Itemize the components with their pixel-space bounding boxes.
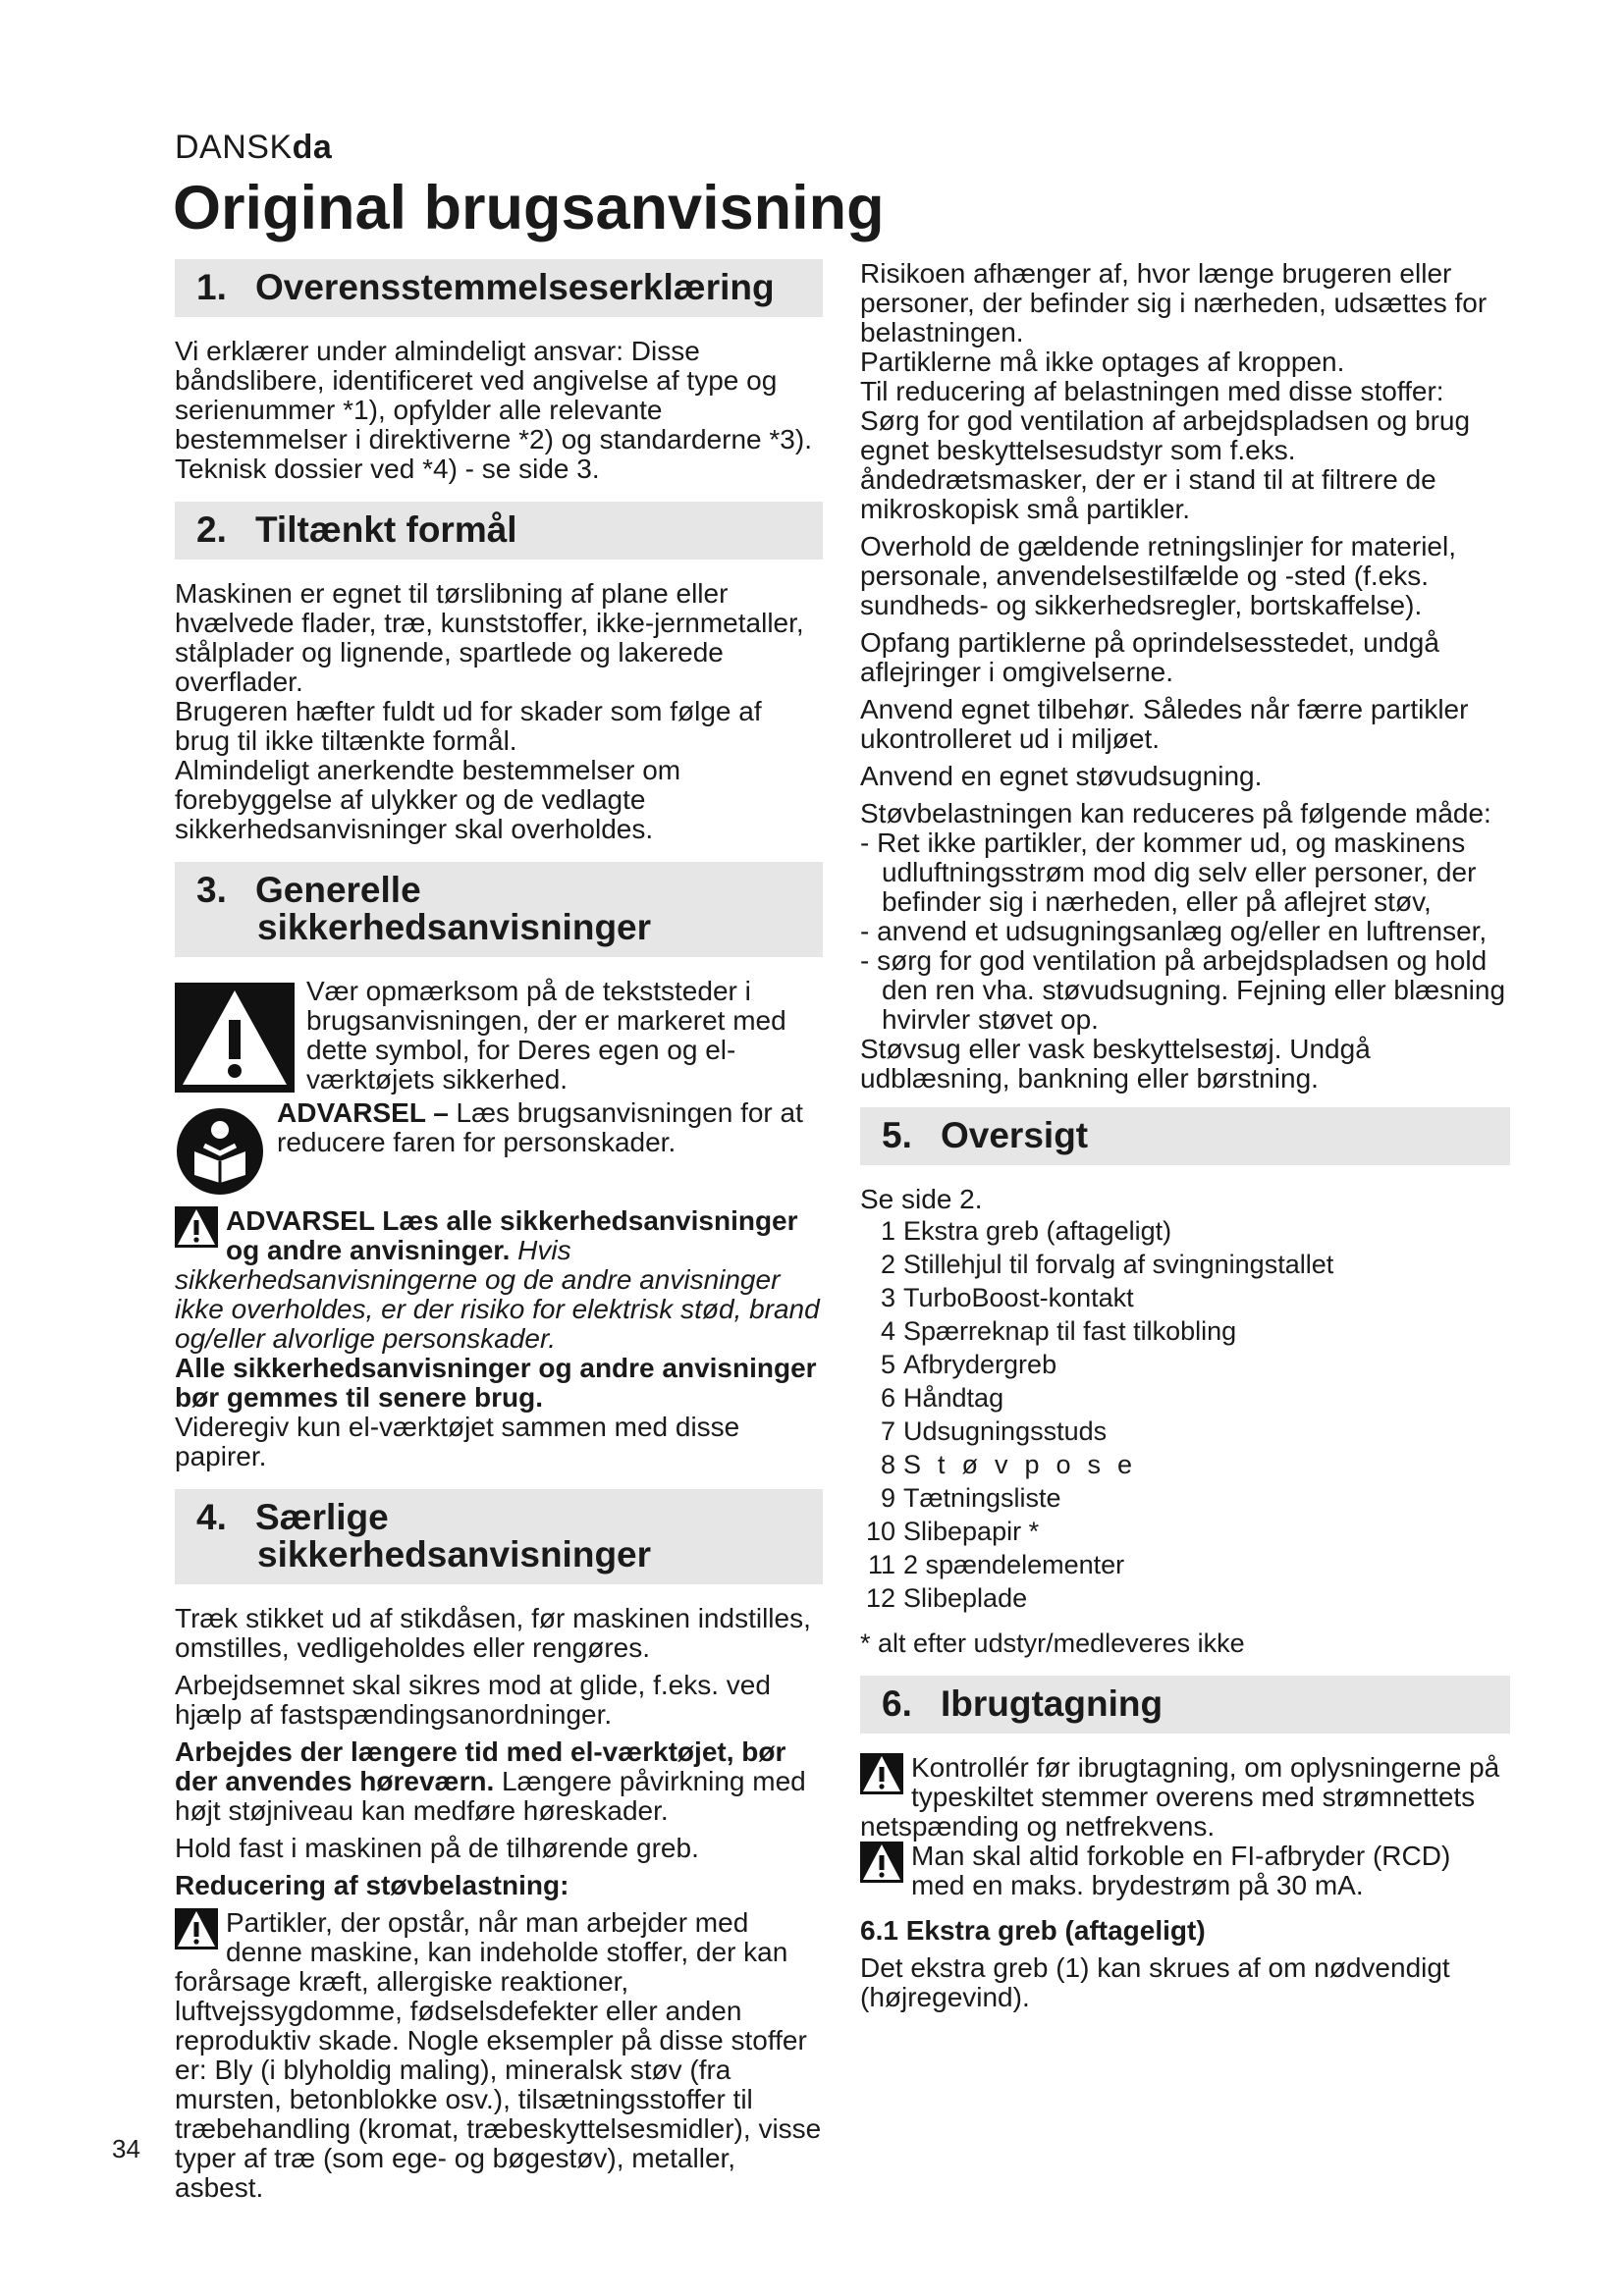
- right-column: [860, 259, 1510, 2020]
- warning-icon: [175, 1206, 218, 1248]
- risk-text: Risikoen afhænger af, hvor længe brugeren eller personer, der befinder sig i nærheden, udsættes for belastningen.: [860, 258, 1488, 347]
- list-item: 10 Slibepapir *: [865, 1517, 1040, 1546]
- section-2-heading: 2. Tiltænkt formål: [175, 502, 823, 560]
- section-3-heading: 3. Generelle sikkerhedsanvisninger: [175, 862, 823, 957]
- list-item: 7 Udsugningsstuds: [880, 1416, 1108, 1446]
- list-item: - anvend et udsugningsanlæg og/eller en luftrenser,: [860, 916, 1488, 946]
- section-2-p3: Almindeligt anerkendte bestemmelser om forebyggelse af ulykker og de vedlagte sikkerhedsanvisninger skal overholdes.: [175, 755, 681, 844]
- section-4-p1: Træk stikket ud af stikdåsen, før maskinen indstilles, omstilles, vedligeholdes eller rengøres.: [175, 1603, 811, 1663]
- left-column: [175, 259, 823, 2211]
- list-item: 6 Håndtag: [880, 1383, 1004, 1413]
- see-page: Se side 2.: [860, 1184, 983, 1214]
- list-item: 5 Afbrydergreb: [880, 1350, 1057, 1379]
- warning-triangle-icon: [175, 983, 295, 1093]
- list-item: - sørg for god ventilation på arbejdspladsen og hold den ren vha. støvudsugning. Fejning eller blæsning hvirvler støvet op.: [860, 945, 1506, 1035]
- subsection-6-1-title: 6.1 Ekstra greb (aftageligt): [860, 1915, 1206, 1946]
- subsection-6-1-text: Det ekstra greb (1) kan skrues af om nødvendigt (højregevind).: [860, 1952, 1450, 2012]
- risk-text: Partiklerne må ikke optages af kroppen.: [860, 347, 1345, 377]
- warning-icon: [860, 1842, 903, 1883]
- page-title: Original brugsanvisning: [173, 174, 885, 242]
- list-item: 12 Slibeplade: [865, 1583, 1028, 1613]
- list-item: 4 Spærreknap til fast tilkobling: [880, 1316, 1237, 1346]
- list-item: 1 Ekstra greb (aftageligt): [880, 1216, 1172, 1246]
- risk-text: Anvend egnet tilbehør. Således når færre partikler ukontrolleret ud i miljøet.: [860, 694, 1469, 754]
- section-4-heading: 4. Særlige sikkerhedsanvisninger: [175, 1489, 823, 1584]
- footnote: * alt efter udstyr/medleveres ikke: [860, 1629, 1245, 1658]
- section-1-body: Vi erklærer under almindeligt ansvar: Disse båndslibere, identificeret ved angivelse af type og serienummer *1), opfylder alle relevante bestemmelser i direktiverne *2) og standarderne *3). Teknisk dossier ved *4) - se side 3.: [175, 336, 812, 484]
- section-1-heading: 1. Overensstemmelseserklæring: [175, 259, 823, 317]
- section-6-heading: 6. Ibrugtagning: [860, 1676, 1510, 1734]
- risk-text: Opfang partiklerne på oprindelsesstedet, undgå aflejringer i omgivelserne.: [860, 627, 1439, 687]
- list-item: 3 TurboBoost-kontakt: [880, 1283, 1134, 1312]
- language-name: DANSK: [175, 129, 293, 166]
- section-5-heading: 5. Oversigt: [860, 1107, 1510, 1165]
- mains-warning: Kontrollér før ibrugtagning, om oplysningerne på typeskiltet stemmer overens med strømnettets netspænding og netfrekvens.: [860, 1752, 1500, 1842]
- list-item: 2 Stillehjul til forvalg af svingningstallet: [880, 1250, 1334, 1279]
- page-number: 34: [112, 2134, 140, 2163]
- warning-icon: [860, 1753, 903, 1794]
- language-label: [175, 129, 332, 167]
- keep-instructions: Alle sikkerhedsanvisninger og andre anvisninger bør gemmes til senere brug. Videregiv kun el-værktøjet sammen med disse papirer.: [175, 1353, 817, 1471]
- safety-symbol-block: Vær opmærksom på de tekststeder i brugsanvisningen, der er markeret med dette symbol, for Deres egen og el-værktøjets sikkerhed.: [175, 977, 823, 1095]
- risk-text: Overhold de gældende retningslinjer for materiel, personale, anvendelsestilfælde og -sted (f.eks. sundheds- og sikkerhedsregler, bortskaffelse).: [860, 531, 1456, 620]
- list-item: 8 Støvpose: [880, 1450, 1150, 1479]
- dust-warning: Partikler, der opstår, når man arbejder med denne maskine, kan indeholde stoffer, der kan forårsage kræft, allergiske reaktioner, luftvejssygdomme, fødselsdefekter eller anden reproduktiv skade. Nogle eksempler på disse stoffer er: Bly (i blyholdig maling), mineralsk støv (fra mursten, betonblokke osv.), tilsætningsstoffer til træbehandling (kromat, træbeskyttelsesmidler), visse typer af træ (som ege- og bøgestøv), metaller, asbest.: [175, 1907, 822, 2203]
- risk-text: Støvbelastningen kan reduceres på følgende måde:: [860, 798, 1491, 828]
- section-4-p4: Hold fast i maskinen på de tilhørende greb.: [175, 1833, 699, 1863]
- section-4-p3: Arbejdes der længere tid med el-værktøjet, bør der anvendes høreværn. Længere påvirkning med højt støjniveau kan medføre høreskader.: [175, 1736, 806, 1826]
- language-code: da: [292, 129, 333, 166]
- read-manual-block: ADVARSEL – Læs brugsanvisningen for at reducere faren for personskader.: [175, 1098, 823, 1197]
- warning-icon: [175, 1908, 218, 1949]
- section-4-p2: Arbejdsemnet skal sikres mod at glide, f.eks. ved hjælp af fastspændingsanordninger.: [175, 1670, 771, 1730]
- list-item: - Ret ikke partikler, der kommer ud, og maskinens udluftningsstrøm mod dig selv eller personer, der befinder sig i nærheden, eller på aflejret støv,: [860, 828, 1477, 917]
- risk-text: Anvend en egnet støvudsugning.: [860, 761, 1263, 791]
- dust-heading: Reducering af støvbelastning:: [175, 1870, 569, 1900]
- risk-text: Til reducering af belastningen med disse stoffer: Sørg for god ventilation af arbejdspladsen og brug egnet beskyttelsesudstyr som f.eks. åndedrætsmasker, der er i stand til at filtrere de mikroskopisk små partikler.: [860, 376, 1471, 524]
- list-item: 11 2 spændelementer: [867, 1550, 1125, 1579]
- warning-read-all: ADVARSEL Læs alle sikkerhedsanvisninger og andre anvisninger. Hvis sikkerhedsanvisningerne og de andre anvisninger ikke overholdes, er der risiko for elektrisk stød, brand og/eller alvorlige personskader.: [175, 1205, 820, 1354]
- list-item: 9 Tætningsliste: [880, 1483, 1061, 1513]
- section-2-p2: Brugeren hæfter fuldt ud for skader som følge af brug til ikke tiltænkte formål.: [175, 696, 762, 756]
- rcd-warning: Man skal altid forkoble en FI-afbryder (RCD) med en maks. brydestrøm på 30 mA.: [860, 1842, 1510, 1900]
- section-2-p1: Maskinen er egnet til tørslibning af plane eller hvælvede flader, træ, kunststoffer, ikke-jernmetaller, stålplader og lignende, spartlede og lakerede overflader.: [175, 578, 804, 697]
- warning-label: ADVARSEL –: [277, 1097, 449, 1128]
- overview-list: [860, 1214, 1510, 1615]
- read-manual-icon: [175, 1106, 265, 1197]
- risk-text: Støvsug eller vask beskyttelsestøj. Undgå udblæsning, bankning eller børstning.: [860, 1034, 1371, 1094]
